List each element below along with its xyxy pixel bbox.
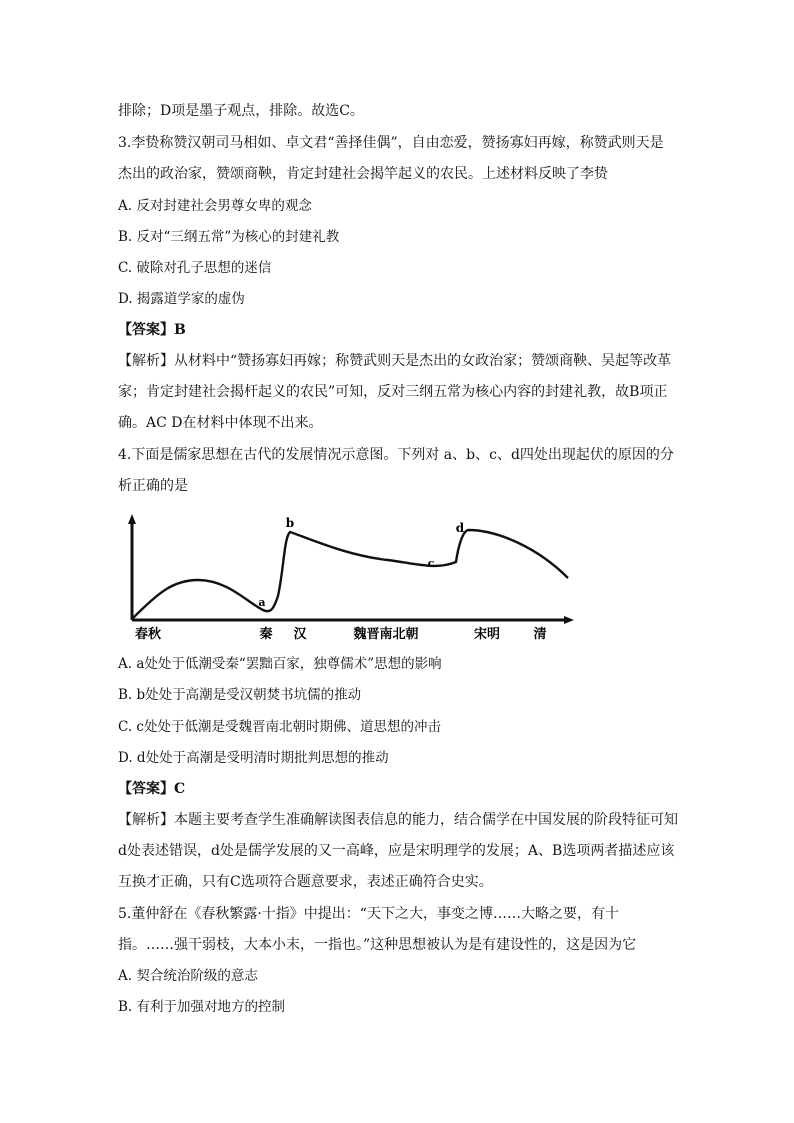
point-label-c: c xyxy=(427,557,435,570)
x-tick-label: 清 xyxy=(533,627,547,642)
point-label-a: a xyxy=(258,596,266,609)
text-line: 排除；D项是墨子观点，排除。故选C。 xyxy=(118,103,364,119)
point-label-d: d xyxy=(455,521,465,535)
point-label-b: b xyxy=(285,516,295,530)
option-a: A. a处处于低潮受秦“罢黜百家，独尊儒术”思想的影响 xyxy=(118,656,442,672)
question-4-stem: 4.下面是儒家思想在古代的发展情况示意图。下列对 a、b、c、d四处出现起伏的原因的分 xyxy=(118,447,674,463)
x-tick-label: 宋明 xyxy=(473,627,501,642)
option-b: B. 有利于加强对地方的控制 xyxy=(118,999,286,1015)
trend-line xyxy=(133,530,568,618)
option-c: C. 破除对孔子思想的迷信 xyxy=(118,260,272,276)
question-5-stem: 5.董仲舒在《春秋繁露·十指》中提出：“天下之大，事变之博……大略之要，有十 xyxy=(118,906,619,922)
x-tick-label: 秦 xyxy=(259,627,273,642)
question-3-stem: 杰出的政治家，赞颂商鞅，肯定封建社会揭竿起义的农民。上述材料反映了李贽 xyxy=(118,166,608,182)
option-d: D. d处处于高潮是受明清时期批判思想的推动 xyxy=(118,750,389,766)
x-tick-label: 汉 xyxy=(293,627,307,642)
answer-label: 【答案】C xyxy=(118,781,186,797)
x-tick-label: 魏晋南北朝 xyxy=(353,627,419,642)
y-axis-arrow xyxy=(128,514,136,524)
answer-label: 【答案】B xyxy=(118,322,186,338)
option-a: A. 契合统治阶级的意志 xyxy=(118,968,258,984)
x-axis-arrow xyxy=(564,616,574,624)
analysis-text: 互换才正确，只有C选项符合题意要求，表述正确符合史实。 xyxy=(118,874,493,890)
analysis-text: 确。AC D在材料中体现不出来。 xyxy=(118,415,323,431)
analysis-text: 家；肯定封建社会揭杆起义的农民”可知，反对三纲五常为核心内容的封建礼教，故B项正 xyxy=(118,384,668,400)
analysis-text: 【解析】从材料中“赞扬寡妇再嫁；称赞武则天是杰出的女政治家；赞颂商鞅、吴起等改革 xyxy=(118,353,672,369)
option-a: A. 反对封建社会男尊女卑的观念 xyxy=(118,198,312,214)
option-b: B. b处处于高潮是受汉朝焚书坑儒的推动 xyxy=(118,687,362,703)
option-b: B. 反对“三纲五常”为核心的封建礼教 xyxy=(118,229,340,245)
confucianism-development-chart xyxy=(118,508,588,644)
x-tick-label: 春秋 xyxy=(134,627,162,642)
analysis-text: 【解析】本题主要考查学生准确解读图表信息的能力，结合儒学在中国发展的阶段特征可知 xyxy=(118,812,678,828)
question-4-stem: 析正确的是 xyxy=(118,478,188,494)
option-c: C. c处处于低潮是受魏晋南北朝时期佛、道思想的冲击 xyxy=(118,719,441,735)
analysis-text: d处表述错误，d处是儒学发展的又一高峰，应是宋明理学的发展；A、B选项两者描述应该 xyxy=(118,843,675,859)
question-3-stem: 3.李贽称赞汉朝司马相如、卓文君“善择佳偶”，自由恋爱，赞扬寡妇再嫁，称赞武则天是 xyxy=(118,135,664,151)
option-d: D. 揭露道学家的虚伪 xyxy=(118,291,245,307)
question-5-stem: 指。……强干弱枝，大本小末，一指也。”这种思想被认为是有建设性的，这是因为它 xyxy=(118,937,637,953)
